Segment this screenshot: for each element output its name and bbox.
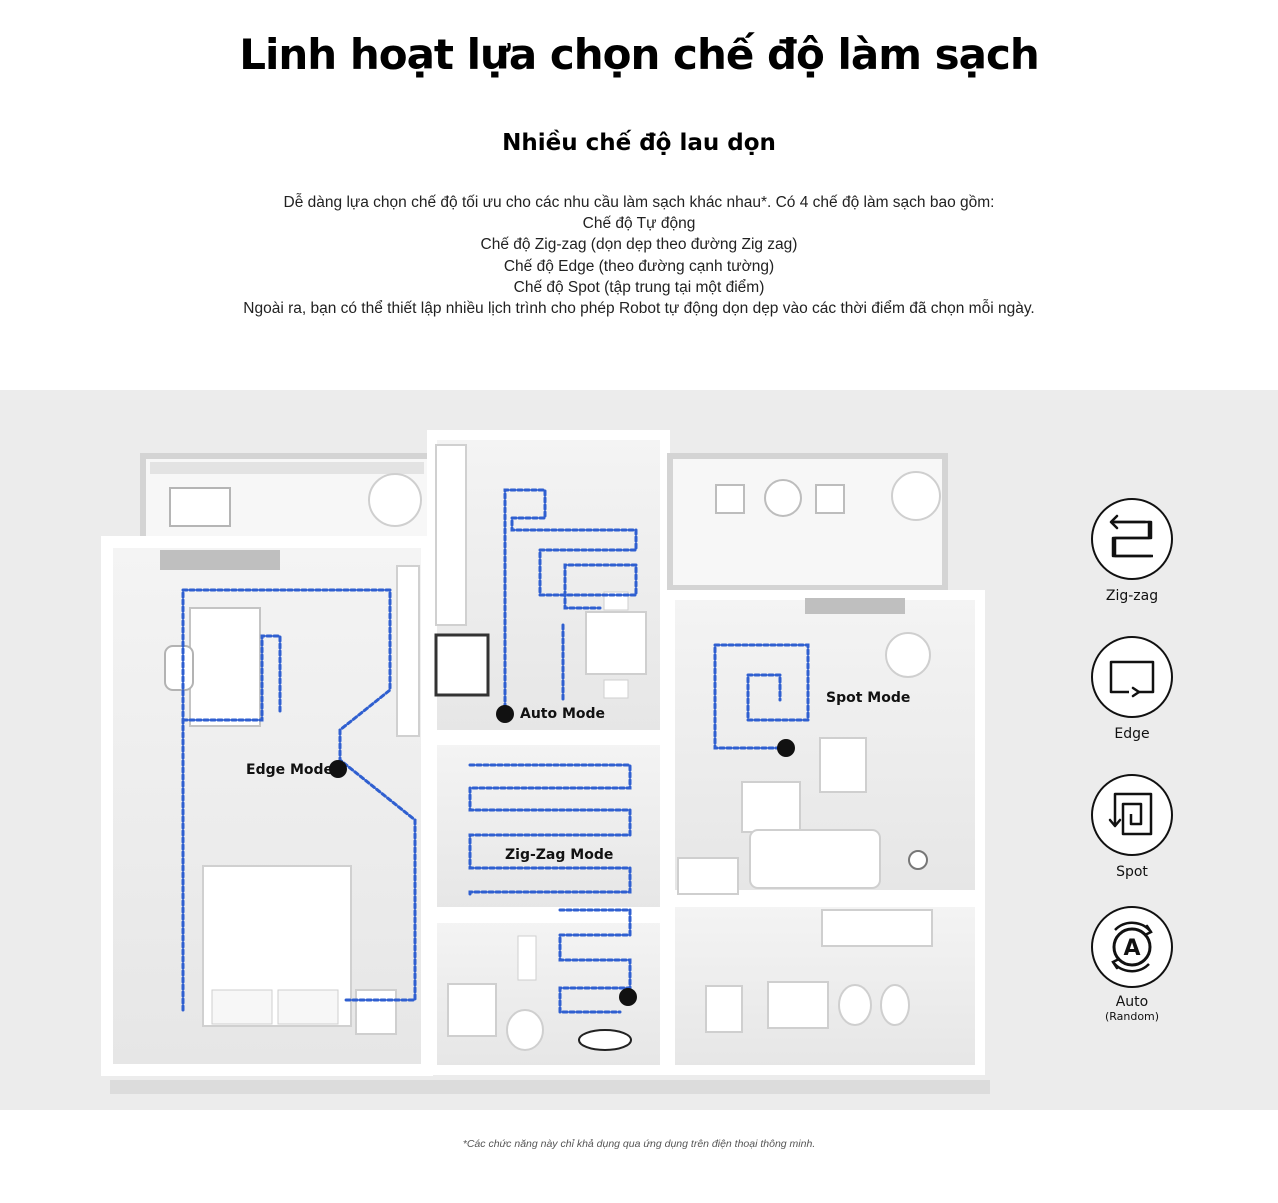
chair-icon xyxy=(170,488,230,526)
floorplan-illustration xyxy=(0,390,1278,1110)
table-icon xyxy=(765,480,801,516)
auto-sublabel: (Random) xyxy=(1104,1010,1160,1023)
robot-auto-icon xyxy=(496,705,514,723)
toilet-icon xyxy=(839,985,871,1025)
tv-icon xyxy=(820,738,866,792)
room-kitchen xyxy=(432,435,665,735)
edge-label: Edge xyxy=(1114,726,1150,742)
sink-icon xyxy=(706,986,742,1032)
toilet-icon xyxy=(507,1010,543,1050)
mode-edge xyxy=(1090,636,1174,742)
table-icon xyxy=(586,612,646,674)
page-title: Linh hoạt lựa chọn chế độ làm sạch xyxy=(239,30,1039,79)
robot-spot-icon xyxy=(777,739,795,757)
bidet-icon xyxy=(881,985,909,1025)
dock-icon xyxy=(579,1030,631,1050)
cabinet-icon xyxy=(742,782,800,832)
description-line: Chế độ Edge (theo đường cạnh tường) xyxy=(503,257,775,275)
description-line: Chế độ Tự động xyxy=(582,215,696,233)
plant-icon xyxy=(892,472,940,520)
floorplan-drawing xyxy=(0,390,1278,1110)
zigzag-icon xyxy=(1091,498,1173,580)
balcony-right xyxy=(670,456,945,588)
description-line: Ngoài ra, bạn có thể thiết lập nhiều lịch trình cho phép Robot tự động dọn dẹp vào các thời điểm đã chọn mỗi ngày. xyxy=(243,300,1035,318)
counter-icon xyxy=(436,445,466,625)
chair-icon xyxy=(716,485,744,513)
mode-spot xyxy=(1090,774,1174,880)
building-shadow xyxy=(110,1080,990,1094)
footnote: *Các chức năng này chỉ khả dụng qua ứng dụng trên điện thoại thông minh. xyxy=(462,1138,816,1150)
room-bedroom xyxy=(107,542,427,1070)
lamp-icon xyxy=(909,851,927,869)
spot-label: Spot xyxy=(1116,864,1148,880)
spot-mode-label: Spot Mode xyxy=(826,690,911,706)
auto-mode-label: Auto Mode xyxy=(520,706,606,722)
balcony-left xyxy=(143,456,430,544)
edge-icon xyxy=(1091,636,1173,718)
robot-zigzag-icon xyxy=(619,988,637,1006)
nightstand-icon xyxy=(356,990,396,1034)
room-bathroom xyxy=(670,902,980,1070)
auto-random-icon xyxy=(1091,906,1173,988)
description xyxy=(0,192,1278,319)
section-subtitle: Nhiều chế độ lau dọn xyxy=(502,130,776,156)
shelf-icon xyxy=(518,936,536,980)
fridge-icon xyxy=(436,635,488,695)
washer-icon xyxy=(448,984,496,1036)
zigzag-mode-label: Zig-Zag Mode xyxy=(505,847,614,863)
edge-mode-label: Edge Mode xyxy=(246,762,334,778)
svg-text:A: A xyxy=(1123,936,1141,961)
spot-icon xyxy=(1091,774,1173,856)
room-lounge xyxy=(670,595,980,895)
sofa-icon xyxy=(750,830,880,888)
mode-auto xyxy=(1090,906,1174,1023)
chair-icon xyxy=(816,485,844,513)
cabinet-icon xyxy=(768,982,828,1028)
chair-icon xyxy=(165,646,193,690)
plant-icon xyxy=(886,633,930,677)
mode-zigzag xyxy=(1090,498,1174,604)
zigzag-label: Zig-zag xyxy=(1105,588,1159,604)
auto-label: Auto xyxy=(1115,994,1149,1010)
wardrobe-icon xyxy=(397,566,419,736)
plant-icon xyxy=(369,474,421,526)
description-line: Dễ dàng lựa chọn chế độ tối ưu cho các nhu cầu làm sạch khác nhau*. Có 4 chế độ làm sạch bao gồm: xyxy=(283,194,995,211)
description-line: Chế độ Spot (tập trung tại một điểm) xyxy=(513,278,765,296)
bathtub-icon xyxy=(822,910,932,946)
desk-icon xyxy=(190,608,260,726)
description-line: Chế độ Zig-zag (dọn dẹp theo đường Zig zag) xyxy=(480,236,798,254)
